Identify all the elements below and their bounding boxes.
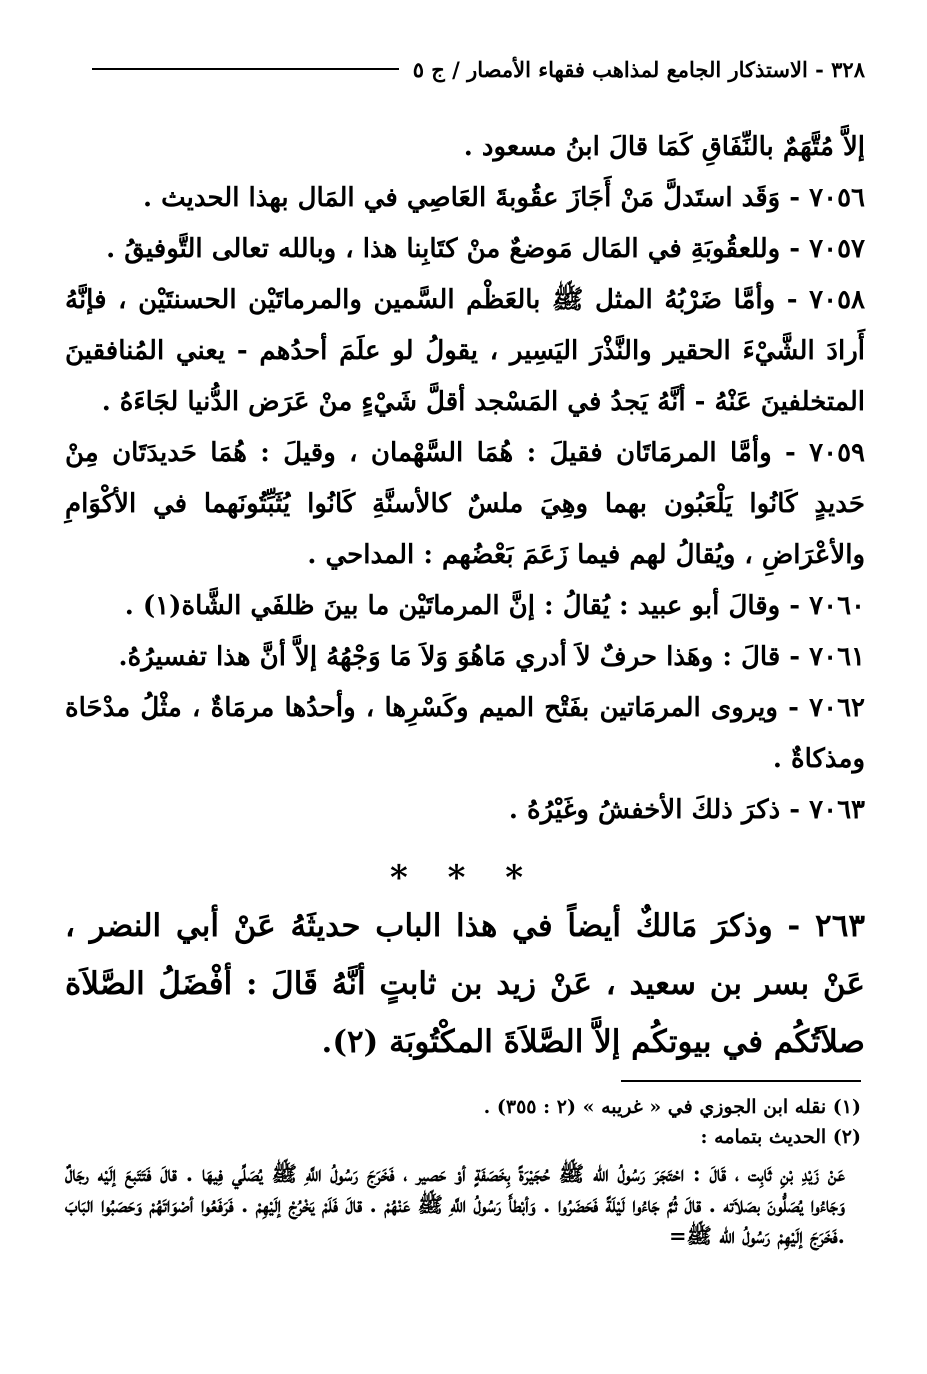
paragraph-7061: ٧٠٦١ - قالَ : وهَذا حرفٌ لاَ أدري مَاهُوَ وَلاَ مَا وَجْهُهُ إلاَّ أنَّ هذا تفسيرُهُ. bbox=[118, 642, 865, 672]
paragraph-continuation: إلاَّ مُتَّهَمٌ بالنِّفَاقِ كَمَا قالَ ابنُ مسعود . bbox=[463, 132, 865, 162]
running-header bbox=[92, 52, 865, 86]
footnote-rule bbox=[621, 1080, 861, 1082]
footnote-2-label: (٢) الحديث بتمامه : bbox=[700, 1126, 861, 1148]
paragraph-7063: ٧٠٦٣ - ذكرَ ذلكَ الأخفشُ وغَيْرُهُ . bbox=[508, 795, 865, 825]
paragraph-7059: ٧٠٥٩ - وأمَّا المرمَاتَان فقيلَ : هُمَا السَّهْمان ، وقيلَ : هُمَا حَديدَتَان مِنْ حَديدٍ كَانُوا يَلْعَبُون بهما وهِيَ ملسٌ كالأسنَّةِ كَانُوا يُثَبِّتُونَهما في الأكْوَامِ والأعْرَاضِ ، ويُقالُ لهم فيما زَعَمَ بَعْضُهم : المداحي . bbox=[65, 438, 865, 570]
paragraph-7056: ٧٠٥٦ - وَقَد استَدلَّ مَنْ أَجَازَ عقُوبةَ العَاصِي في المَال بهذا الحديث . bbox=[143, 183, 865, 213]
paragraph-7062: ٧٠٦٢ - ويروى المرمَاتين بفَتْح الميم وكَسْرِها ، وأحدُها مرمَاةٌ ، مثْلُ مدْحَاة ومذكاةٌ . bbox=[65, 693, 865, 774]
header-rule bbox=[92, 68, 399, 70]
footnotes bbox=[65, 1092, 861, 1251]
footnote-1: (١) نقله ابن الجوزي في « غريبه » (٢ : ٣٥٥) . bbox=[483, 1096, 861, 1118]
paragraph-7057: ٧٠٥٧ - وللعقُوبَةِ في المَال مَوضعٌ منْ كتَابِنا هذا ، وبالله تعالى التَّوفيقُ . bbox=[106, 234, 865, 264]
paragraph-7058: ٧٠٥٨ - وأمَّا ضَرْبُهُ المثل ﷺ بالعَظْم السَّمين والمرماتَيْن الحسنتَيْن ، فإنَّهُ أَرادَ الشَّيْءَ الحقير والنَّذْرَ اليَسِير ، يقولُ لو علَمَ أحدُهم - يعني المُنافقينَ المتخلفينَ عَنْهُ - أنَّهُ يَجدُ في المَسْجد أقلَّ شَيْءٍ منْ عَرَض الدُّنيا لجَاءَهُ . bbox=[65, 285, 865, 417]
paragraph-7060: ٧٠٦٠ - وقالَ أبو عبيد : يُقالُ : إنَّ المرماتَيْن ما بينَ ظلفَي الشَّاة(١) . bbox=[124, 591, 865, 621]
footnote-2-text: عَنْ زَيْدِ بْنِ ثَابِت ، قَالَ : احْتَجَرَ رَسُولُ الله ﷺ حُجَيْرَةً بِخَصَفَةٍ أوْ حَصير ، فَخَرَجَ رَسُولُ اللَّهِ ﷺ يُصَلِّي فِيهَا . قالَ فَتَتَبعَ إلَيْه رجَالٌ وَجَاءُوا يُصَلُّونَ بصَلاَته . قالَ ثُمَّ جَاءُوا لَيْلَةً فَحَضَرُوا . وَأبْطأَ رَسُولُ اللَّهِ ﷺ عَنْهُمْ . قالَ فَلَمْ يَخْرُجْ إلَيْهِمْ . فَرَفَعُوا أصْوَاتَهُمْ وَحَصَبُوا البَابَ .فَخَرَجَ إلَيْهِمْ رَسُولُ الله ﷺ= bbox=[65, 1161, 845, 1248]
hadith-263: ٢٦٣ - وذكرَ مَالكٌ أيضاً في هذا الباب حديثَهُ عَنْ أبي النضر ، عَنْ بسر بن سعيد ، عَنْ زيد بن ثابتٍ أنَّهُ قَالَ : أفْضَلُ الصَّلاَة صلاَتُكُم في بيوتكُم إلاَّ الصَّلاَةَ المكْتُوبَة (٢). bbox=[65, 908, 865, 1060]
section-separator: * * * bbox=[389, 858, 537, 898]
header-title: ٣٢٨ - الاستذكار الجامع لمذاهب فقهاء الأمصار / ج ٥ bbox=[412, 56, 865, 82]
main-text bbox=[65, 122, 865, 836]
